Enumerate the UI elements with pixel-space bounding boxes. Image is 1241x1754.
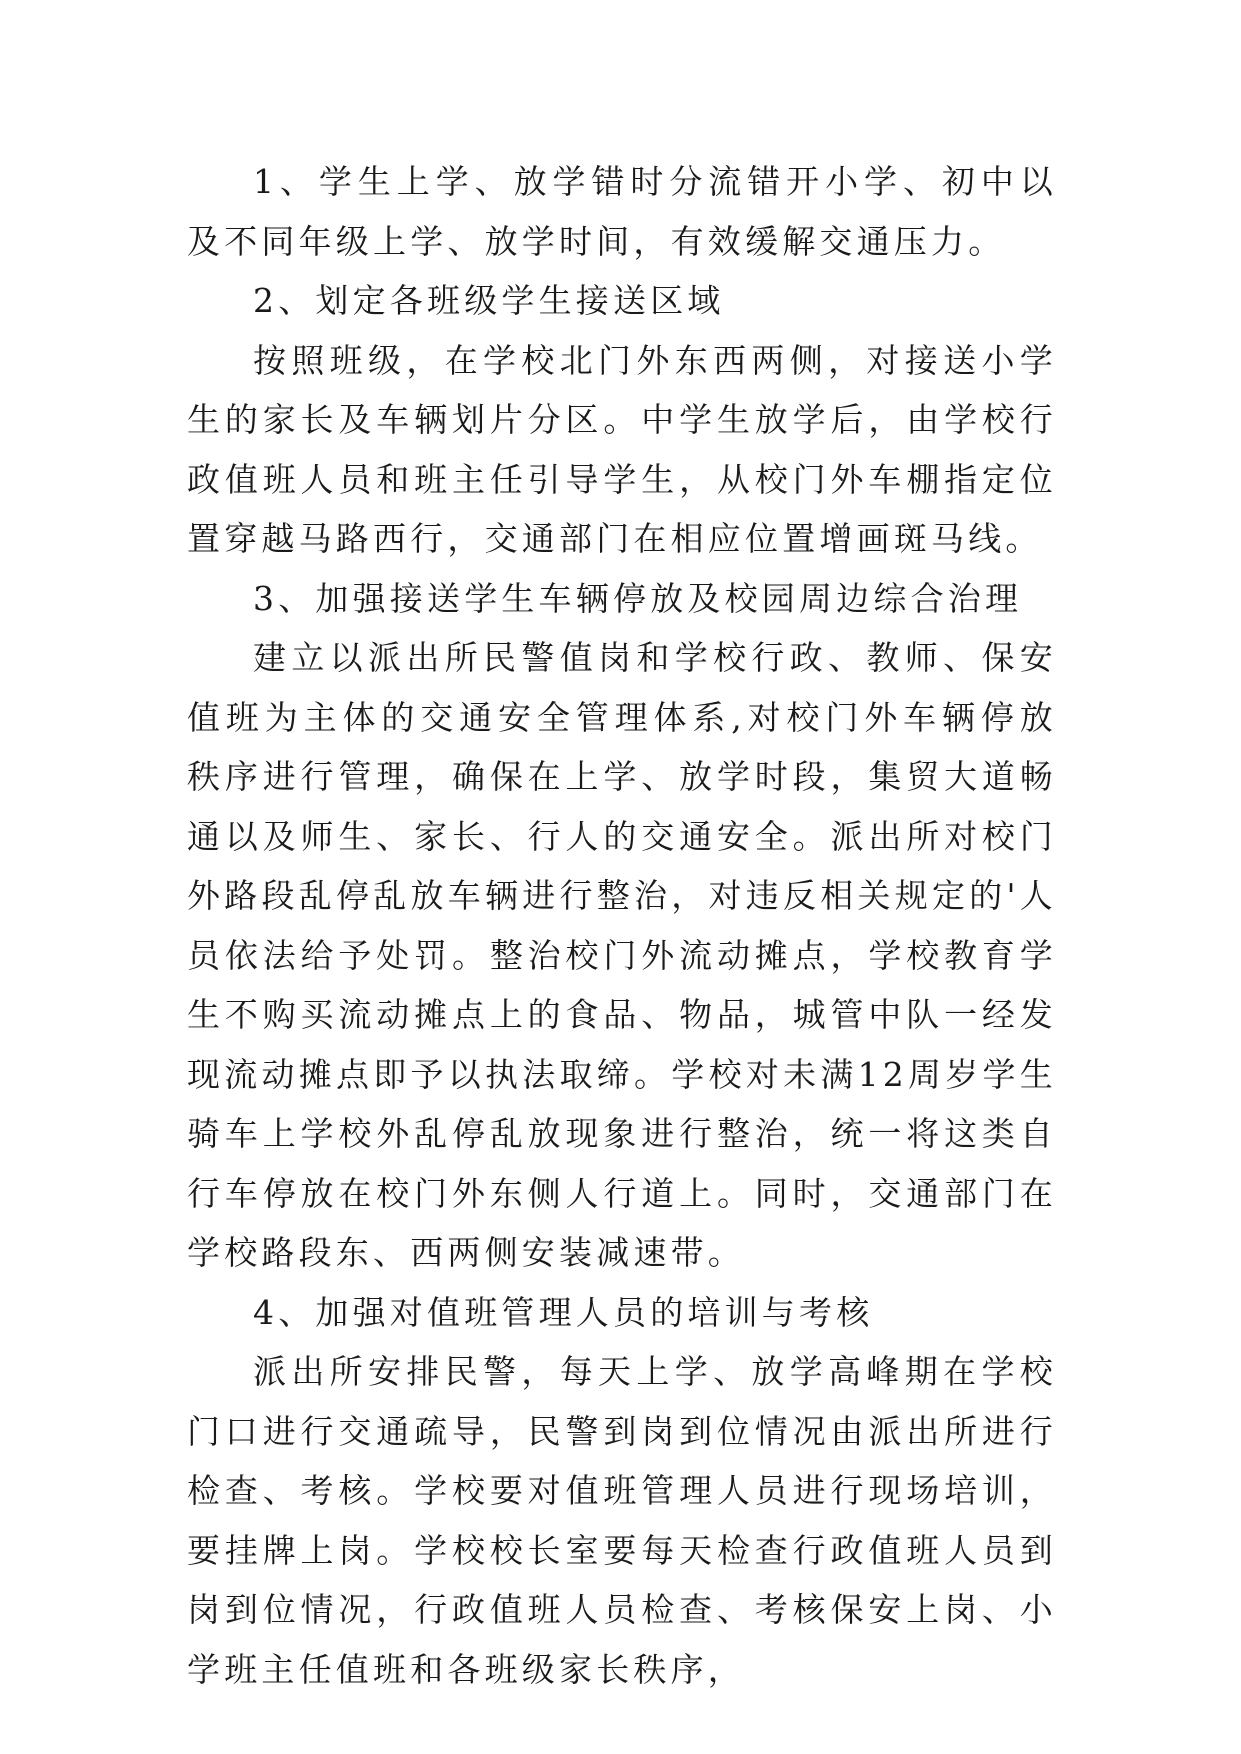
paragraph-staggered-dismissal: 1、学生上学、放学错时分流错开小学、初中以及不同年级上学、放学时间，有效缓解交通压力。 bbox=[187, 162, 1057, 261]
heading-vehicle-parking: 3、加强接送学生车辆停放及校园周边综合治理 bbox=[253, 578, 1023, 618]
document-body bbox=[187, 152, 1057, 1699]
paragraph-pickup-zones: 按照班级，在学校北门外东西两侧，对接送小学生的家长及车辆划片分区。中学生放学后，由学校行政值班人员和班主任引导学生，从校门外车棚指定位置穿越马路西行，交通部门在相应位置增画斑马线。 bbox=[187, 340, 1057, 558]
paragraph-vehicle-parking: 建立以派出所民警值岗和学校行政、教师、保安值班为主体的交通安全管理体系,对校门外车辆停放秩序进行管理，确保在上学、放学时段，集贸大道畅通以及师生、家长、行人的交通安全。派出所对校门外路段乱停乱放车辆进行整治，对违反相关规定的'人员依法给予处罚。整治校门外流动摊点，学校教育学生不购买流动摊点上的食品、物品，城管中队一经发现流动摊点即予以执法取缔。学校对未满12周岁学生骑车上学校外乱停乱放现象进行整治，统一将这类自行车停放在校门外东侧人行道上。同时，交通部门在学校路段东、西两侧安装减速带。 bbox=[187, 638, 1057, 1272]
heading-pickup-zones: 2、划定各班级学生接送区域 bbox=[253, 281, 725, 320]
heading-staff-training: 4、加强对值班管理人员的培训与考核 bbox=[253, 1292, 874, 1332]
paragraph-staff-training: 派出所安排民警，每天上学、放学高峰期在学校门口进行交通疏导，民警到岗到位情况由派出所进行检查、考核。学校要对值班管理人员进行现场培训，要挂牌上岗。学校校长室要每天检查行政值班人员到岗到位情况，行政值班人员检查、考核保安上岗、小学班主任值班和各班级家长秩序， bbox=[187, 1352, 1057, 1689]
